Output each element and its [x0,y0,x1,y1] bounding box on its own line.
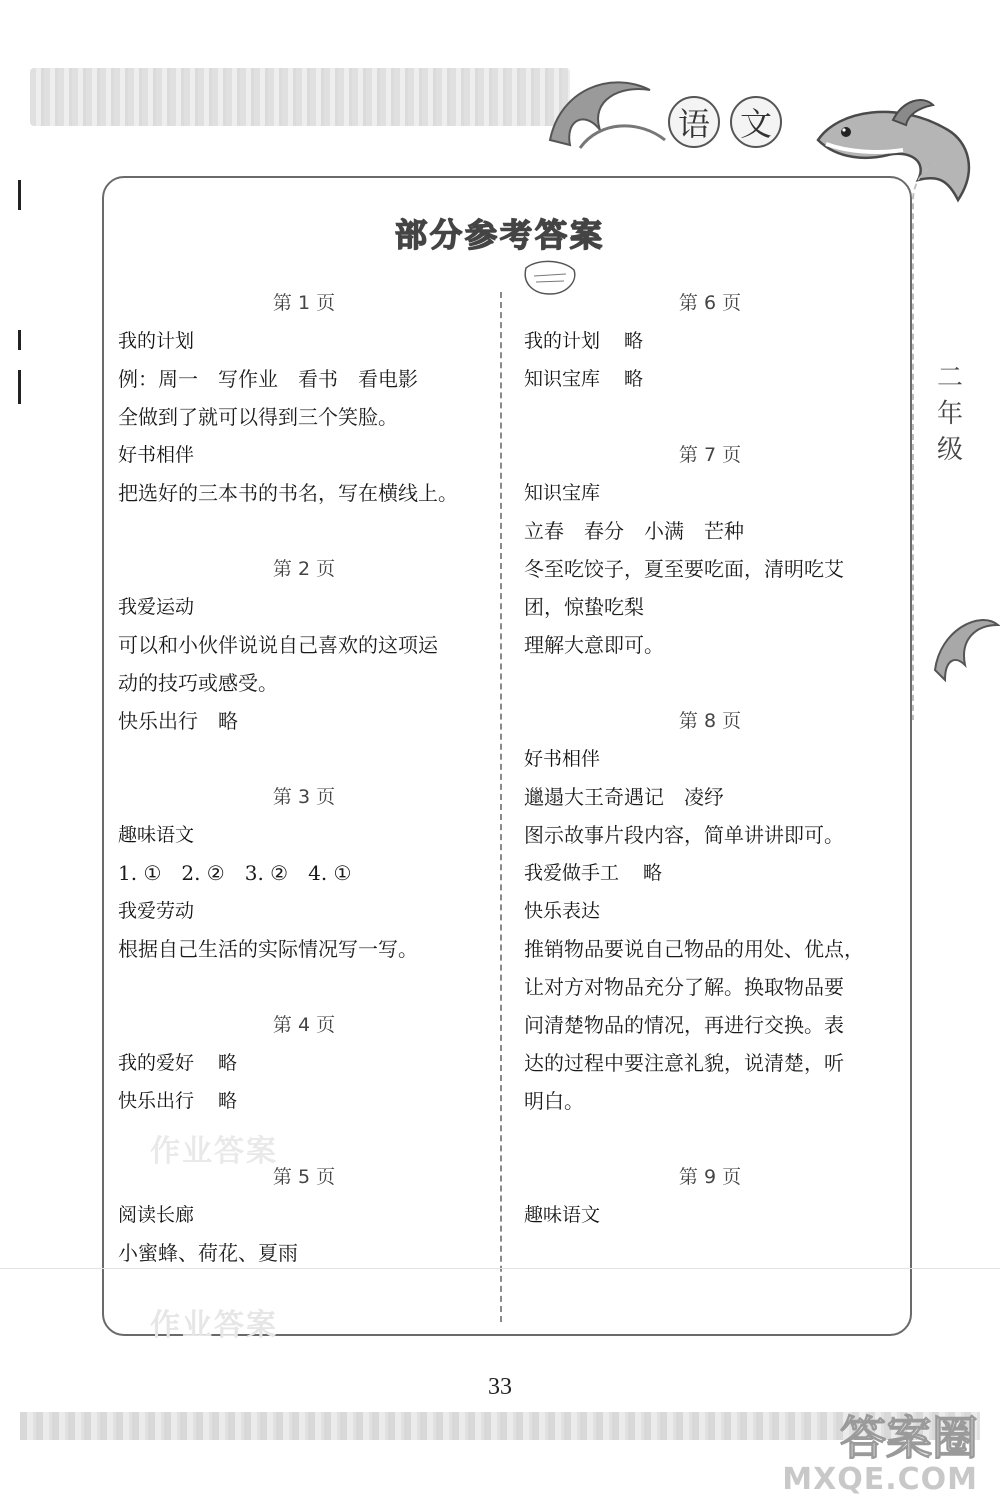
page-heading: 第 7 页 [678,444,742,466]
scan-line [0,1268,1000,1269]
section-heading [524,740,896,778]
page-title: 部分参考答案 [394,216,605,254]
grade-char: 二 [936,363,963,393]
section-heading-text: 快乐表达 [524,900,601,922]
grade-char: 年 [936,399,963,429]
section-heading-text: 好书相伴 [524,748,601,770]
section-heading-text: 我的爱好 [118,1052,195,1074]
answer-line: 推销物品要说自己物品的用处、优点， [524,937,864,961]
section-gap [524,1120,896,1158]
page-heading: 第 4 页 [272,1014,336,1036]
site-watermark-url: MXQE.COM [782,1462,978,1497]
watermark-text: 作业答案 [150,1308,278,1343]
section-gap [118,512,490,550]
answer-omitted: 略 [643,862,663,884]
section-heading-text: 知识宝库 [524,368,601,390]
section-heading-text: 我的计划 [524,330,601,352]
answer-omitted: 略 [624,330,644,352]
answer-line: 达的过程中要注意礼貌，说清楚，听 [524,1051,844,1075]
right-answer-column [524,284,896,1234]
section-heading-text: 好书相伴 [118,444,195,466]
page-heading: 第 2 页 [272,558,336,580]
subject-char: 文 [730,96,782,148]
page-heading: 第 3 页 [272,786,336,808]
answer-line: 可以和小伙伴说说自己喜欢的这项运 [118,633,438,657]
section-heading [118,436,490,474]
section-heading [118,1196,490,1234]
section-heading [118,1044,490,1082]
section-gap [118,968,490,1006]
answer-line: 全做到了就可以得到三个笑脸。 [118,405,398,429]
section-heading-text: 知识宝库 [524,482,601,504]
answer-line: 把选好的三本书的书名，写在横线上。 [118,481,458,505]
section-heading-text: 我爱劳动 [118,900,195,922]
grade-label [932,360,968,468]
answer-line: 例：周一 写作业 看书 看电影 [118,367,418,391]
answer-line: 图示故事片段内容，简单讲讲即可。 [524,823,844,847]
wave-icon [540,60,670,160]
section-gap [524,664,896,702]
subject-char: 语 [668,96,720,148]
answer-omitted: 略 [624,368,644,390]
section-heading [524,322,896,360]
section-heading-text: 我爱运动 [118,596,195,618]
page-number: 33 [488,1374,512,1400]
section-gap [118,740,490,778]
section-heading [118,1082,490,1120]
section-heading-text: 我的计划 [118,330,195,352]
answer-line: 理解大意即可。 [524,633,664,657]
section-heading-text: 快乐出行 [118,1090,195,1112]
answer-line: 1. ① 2. ② 3. ② 4. ① [118,861,352,885]
left-answer-column [118,284,490,1272]
answer-line: 根据自己生活的实际情况写一写。 [118,937,418,961]
answer-omitted: 略 [218,1090,238,1112]
column-divider [500,292,502,1322]
subject-label [668,96,782,148]
section-heading-text: 我爱做手工 [524,862,620,884]
answer-line: 明白。 [524,1089,584,1113]
top-decorative-band [30,68,570,126]
page-heading: 第 9 页 [678,1166,742,1188]
section-heading [524,474,896,512]
page-heading: 第 8 页 [678,710,742,732]
section-heading [118,588,490,626]
site-watermark-name: 答案圈 [840,1411,978,1465]
answer-line: 快乐出行 略 [118,709,238,733]
section-heading [524,892,896,930]
section-gap [524,398,896,436]
answer-line: 团，惊蛰吃梨 [524,595,644,619]
section-heading [118,322,490,360]
grade-char: 级 [936,435,963,465]
answer-omitted: 略 [218,1052,238,1074]
section-heading [524,854,896,892]
section-heading [524,360,896,398]
page-heading: 第 1 页 [272,292,336,314]
answer-line: 邋遢大王奇遇记 凌纾 [524,785,724,809]
wave-icon [930,600,1000,690]
answer-line: 小蜜蜂、荷花、夏雨 [118,1241,298,1265]
answer-line: 冬至吃饺子，夏至要吃面，清明吃艾 [524,557,844,581]
section-heading [118,816,490,854]
answer-line: 立春 春分 小满 芒种 [524,519,744,543]
watermark-text: 作业答案 [150,1134,278,1169]
answer-line: 动的技巧或感受。 [118,671,278,695]
section-heading-text: 趣味语文 [524,1204,601,1226]
site-watermark [782,1402,978,1497]
page-heading: 第 6 页 [678,292,742,314]
section-heading-text: 趣味语文 [118,824,195,846]
page-heading: 第 5 页 [272,1166,336,1188]
answer-line: 问清楚物品的情况，再进行交换。表 [524,1013,844,1037]
answer-line: 让对方对物品充分了解。换取物品要 [524,975,844,999]
section-heading-text: 阅读长廊 [118,1204,195,1226]
section-heading [524,1196,896,1234]
section-heading [118,892,490,930]
